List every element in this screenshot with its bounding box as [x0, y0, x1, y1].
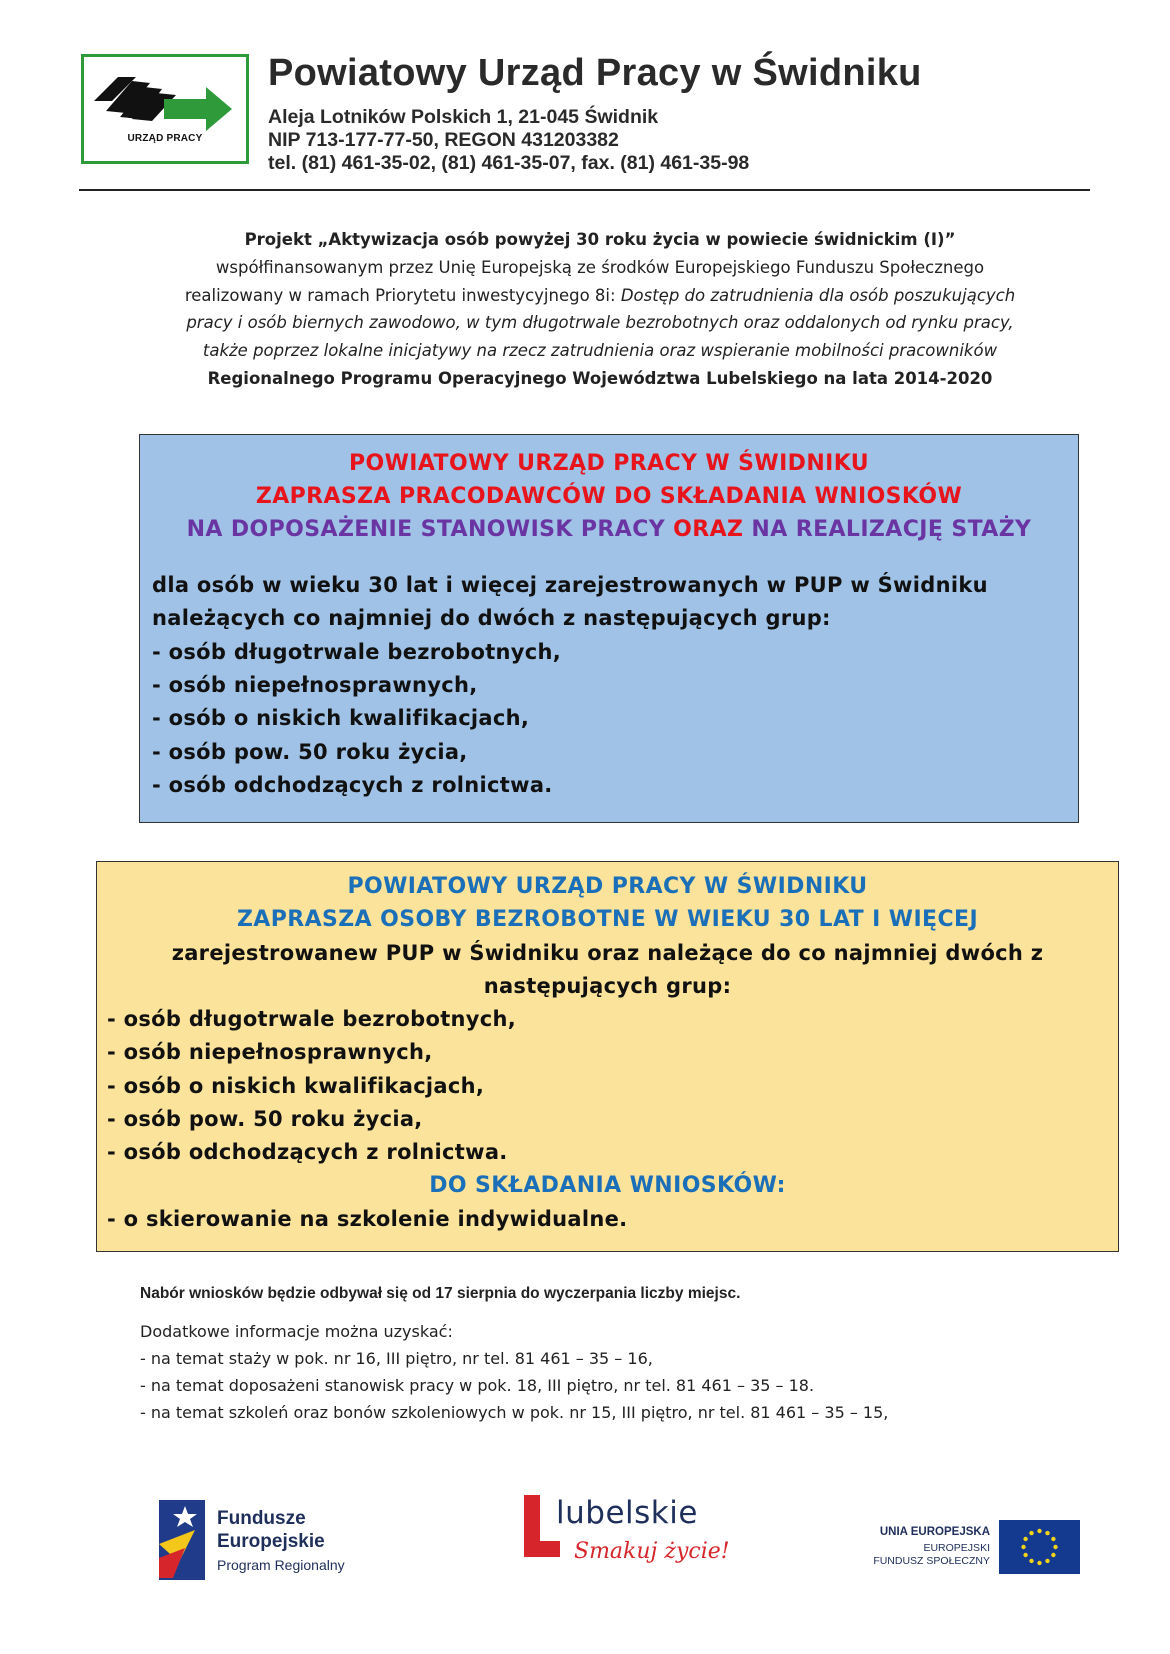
- employers-group-item: - osób długotrwale bezrobotnych,: [152, 640, 562, 664]
- fundusze-europejskie-emblem: [155, 1500, 209, 1580]
- employers-heading-invite: ZAPRASZA PRACODAWCÓW DO SKŁADANIA WNIOSKÓW: [255, 484, 963, 509]
- eu-line-3: FUNDUSZ SPOŁECZNY: [873, 1555, 990, 1567]
- employers-heading-scope: [140, 517, 1078, 542]
- office-tax-ids: NIP 713-177-77-50, REGON 431203382: [268, 129, 619, 151]
- fe-title-line-1: Fundusze: [217, 1508, 306, 1529]
- unemployed-intro-line-1: zarejestrowanew PUP w Świdniku oraz należące do co najmniej dwóch z: [171, 941, 1044, 965]
- eu-line-2: EUROPEJSKI: [923, 1542, 990, 1554]
- office-name: Powiatowy Urząd Pracy w Świdniku: [268, 52, 922, 94]
- project-programme-line: Regionalnego Programu Operacyjnego Województwa Lubelskiego na lata 2014-2020: [207, 369, 993, 388]
- project-description-line-5: także poprzez lokalne inicjatywy na rzecz zatrudnienia oraz wspieranie mobilności pracowników: [202, 341, 998, 360]
- recruitment-notice: Nabór wniosków będzie odbywał się od 17 sierpnia do wyczerpania liczby miejsc.: [140, 1285, 741, 1302]
- unemployed-group-item: - osób o niskich kwalifikacjach,: [107, 1074, 485, 1098]
- employers-announcement-box: [139, 434, 1079, 823]
- office-address: Aleja Lotników Polskich 1, 21-045 Świdnik: [268, 106, 659, 128]
- unemployed-group-item: - osób odchodzących z rolnictwa.: [107, 1140, 508, 1164]
- employers-heading-scope-c: NA REALIZACJĘ STAŻY: [743, 517, 1032, 542]
- project-priority-italic: Dostęp do zatrudnienia dla osób poszukujących: [620, 286, 1016, 305]
- eu-logo: [870, 1520, 1080, 1576]
- unemployed-group-item: - osób długotrwale bezrobotnych,: [107, 1007, 517, 1031]
- header-divider: [79, 189, 1090, 191]
- logo-caption: URZĄD PRACY: [127, 133, 203, 144]
- eu-flag-icon: [999, 1520, 1080, 1574]
- employers-group-item: - osób odchodzących z rolnictwa.: [152, 773, 553, 797]
- employers-heading-office: POWIATOWY URZĄD PRACY W ŚWIDNIKU: [348, 451, 870, 476]
- project-priority-line: [100, 282, 1100, 309]
- fe-title-line-2: Europejskie: [217, 1531, 325, 1552]
- fundusze-europejskie-logo: [155, 1500, 365, 1580]
- unemployed-heading-applications: DO SKŁADANIA WNIOSKÓW:: [429, 1173, 786, 1198]
- lubelskie-name: lubelskie: [556, 1495, 698, 1531]
- employers-group-item: - osób o niskich kwalifikacjach,: [152, 706, 530, 730]
- project-cofinance-line: współfinansowanym przez Unię Europejską ze środków Europejskiego Funduszu Społecznego: [215, 258, 985, 277]
- lubelskie-slogan: Smakuj życie!: [574, 1539, 730, 1564]
- unemployed-group-item: - osób pow. 50 roku życia,: [107, 1107, 423, 1131]
- office-logo-graphic: [92, 71, 238, 133]
- info-line: - na temat szkoleń oraz bonów szkoleniowych w pok. nr 15, III piętro, nr tel. 81 461 – 35 – 15,: [140, 1403, 889, 1422]
- info-line: - na temat doposażeni stanowisk pracy w pok. 18, III piętro, nr tel. 81 461 – 35 – 18.: [140, 1376, 815, 1395]
- project-priority-prefix: realizowany w ramach Priorytetu inwestycyjnego 8i:: [184, 286, 621, 305]
- lubelskie-logo: [520, 1495, 730, 1585]
- project-description-line-4: pracy i osób biernych zawodowo, w tym długotrwale bezrobotnych oraz oddalonych od rynku pracy,: [186, 313, 1014, 332]
- unemployed-request-item: - o skierowanie na szkolenie indywidualne.: [107, 1207, 628, 1231]
- office-logo: [81, 54, 249, 164]
- office-phones: tel. (81) 461-35-02, (81) 461-35-07, fax. (81) 461-35-98: [268, 152, 750, 174]
- eu-stars: [999, 1520, 1080, 1574]
- info-intro: Dodatkowe informacje można uzyskać:: [140, 1322, 453, 1341]
- employers-group-item: - osób pow. 50 roku życia,: [152, 740, 468, 764]
- eu-line-1: UNIA EUROPEJSKA: [879, 1526, 990, 1538]
- unemployed-heading-office: POWIATOWY URZĄD PRACY W ŚWIDNIKU: [347, 874, 868, 899]
- unemployed-intro-line-2: następujących grup:: [483, 974, 732, 998]
- project-title: Projekt „Aktywizacja osób powyżej 30 roku życia w powiecie świdnickim (I)”: [244, 230, 956, 249]
- unemployed-group-item: - osób niepełnosprawnych,: [107, 1040, 433, 1064]
- employers-intro-line-1: dla osób w wieku 30 lat i więcej zarejestrowanych w PUP w Świdniku: [152, 573, 988, 597]
- unemployed-announcement-box: [96, 861, 1119, 1252]
- employers-heading-scope-a: NA DOPOSAŻENIE STANOWISK PRACY: [186, 517, 674, 542]
- employers-group-item: - osób niepełnosprawnych,: [152, 673, 478, 697]
- unemployed-heading-invite: ZAPRASZA OSOBY BEZROBOTNE W WIEKU 30 LAT I WIĘCEJ: [236, 907, 979, 932]
- fe-subtitle: Program Regionalny: [217, 1557, 345, 1573]
- info-line: - na temat staży w pok. nr 16, III piętro, nr tel. 81 461 – 35 – 16,: [140, 1349, 653, 1368]
- employers-intro-line-2: należących co najmniej do dwóch z następujących grup:: [152, 606, 831, 630]
- employers-heading-scope-b: ORAZ: [673, 517, 744, 542]
